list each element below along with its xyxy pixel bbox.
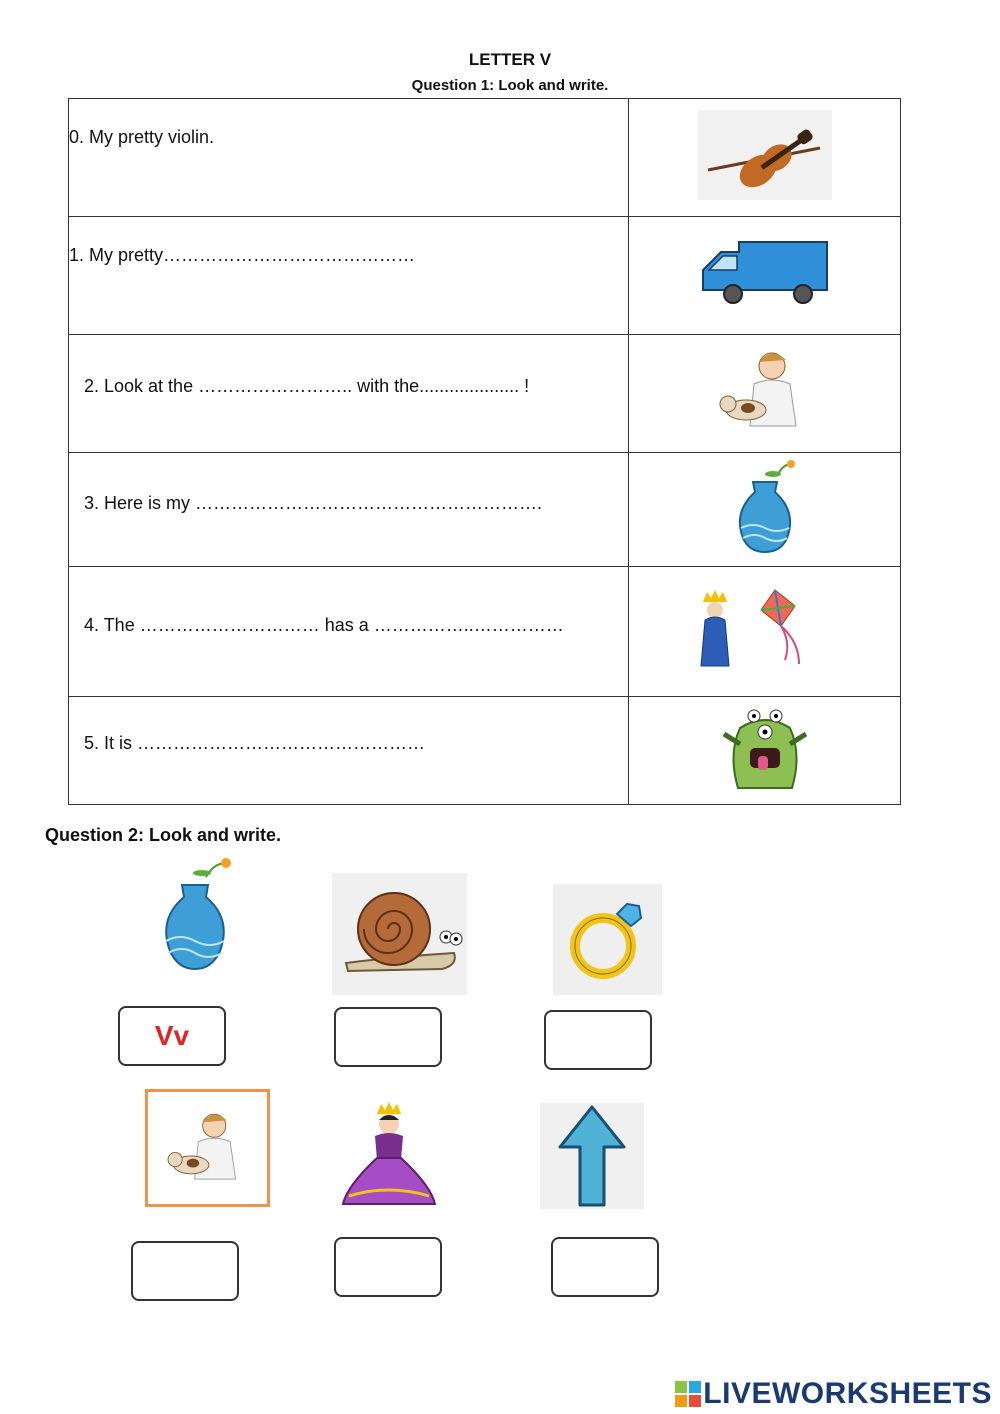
liveworksheets-badge-icon bbox=[675, 1381, 701, 1407]
vase-icon bbox=[725, 458, 805, 556]
brand-name: LIVEWORKSHEETS bbox=[703, 1377, 992, 1410]
answer-box-example: Vv bbox=[118, 1006, 226, 1066]
answer-box[interactable] bbox=[551, 1237, 659, 1297]
monster-icon bbox=[720, 704, 810, 792]
king-and-kite-icon bbox=[695, 586, 835, 672]
table-row bbox=[69, 697, 901, 805]
sentence-cell bbox=[69, 697, 629, 805]
ring-icon bbox=[553, 884, 662, 995]
sentence-2: 2. Look at the …………………….. with the.................... ! bbox=[84, 376, 530, 396]
picture-cell bbox=[629, 453, 901, 567]
sentence-3: 3. Here is my …………………………………………………. bbox=[84, 493, 543, 513]
up-arrow-icon bbox=[540, 1103, 644, 1209]
picture-cell bbox=[629, 217, 901, 335]
sentence-5: 5. It is ………………………………………… bbox=[84, 733, 426, 753]
answer-box[interactable] bbox=[334, 1237, 442, 1297]
picture-cell bbox=[629, 697, 901, 805]
violin-icon bbox=[698, 110, 832, 200]
liveworksheets-logo bbox=[675, 1377, 992, 1411]
table-row bbox=[69, 99, 901, 217]
picture-cell bbox=[629, 335, 901, 453]
sentence-cell bbox=[69, 453, 629, 567]
sentence-cell bbox=[69, 567, 629, 697]
vet-icon bbox=[158, 1108, 258, 1188]
question-1-table bbox=[68, 98, 901, 805]
table-row bbox=[69, 335, 901, 453]
queen-icon bbox=[335, 1100, 443, 1210]
sentence-0: 0. My pretty violin. bbox=[69, 127, 215, 147]
question-1-heading: Question 1: Look and write. bbox=[411, 77, 609, 94]
highlighted-picture-frame bbox=[145, 1089, 270, 1207]
answer-box[interactable] bbox=[544, 1010, 652, 1070]
sentence-1: 1. My pretty…………………………………… bbox=[69, 245, 416, 265]
table-row bbox=[69, 567, 901, 697]
answer-box[interactable] bbox=[131, 1241, 239, 1301]
sentence-cell bbox=[69, 217, 629, 335]
table-row bbox=[69, 217, 901, 335]
picture-cell bbox=[629, 567, 901, 697]
sentence-cell bbox=[69, 335, 629, 453]
sentence-cell bbox=[69, 99, 629, 217]
picture-cell bbox=[629, 99, 901, 217]
vase-icon bbox=[150, 855, 240, 973]
page-title: LETTER V bbox=[468, 50, 552, 69]
vet-icon bbox=[710, 346, 820, 436]
answer-box[interactable] bbox=[334, 1007, 442, 1067]
table-row bbox=[69, 453, 901, 567]
van-icon bbox=[699, 238, 831, 308]
question-2-heading: Question 2: Look and write. bbox=[45, 825, 282, 845]
snail-icon bbox=[332, 873, 467, 995]
sentence-4: 4. The ………………………… has a ……………..…………… bbox=[84, 615, 564, 635]
